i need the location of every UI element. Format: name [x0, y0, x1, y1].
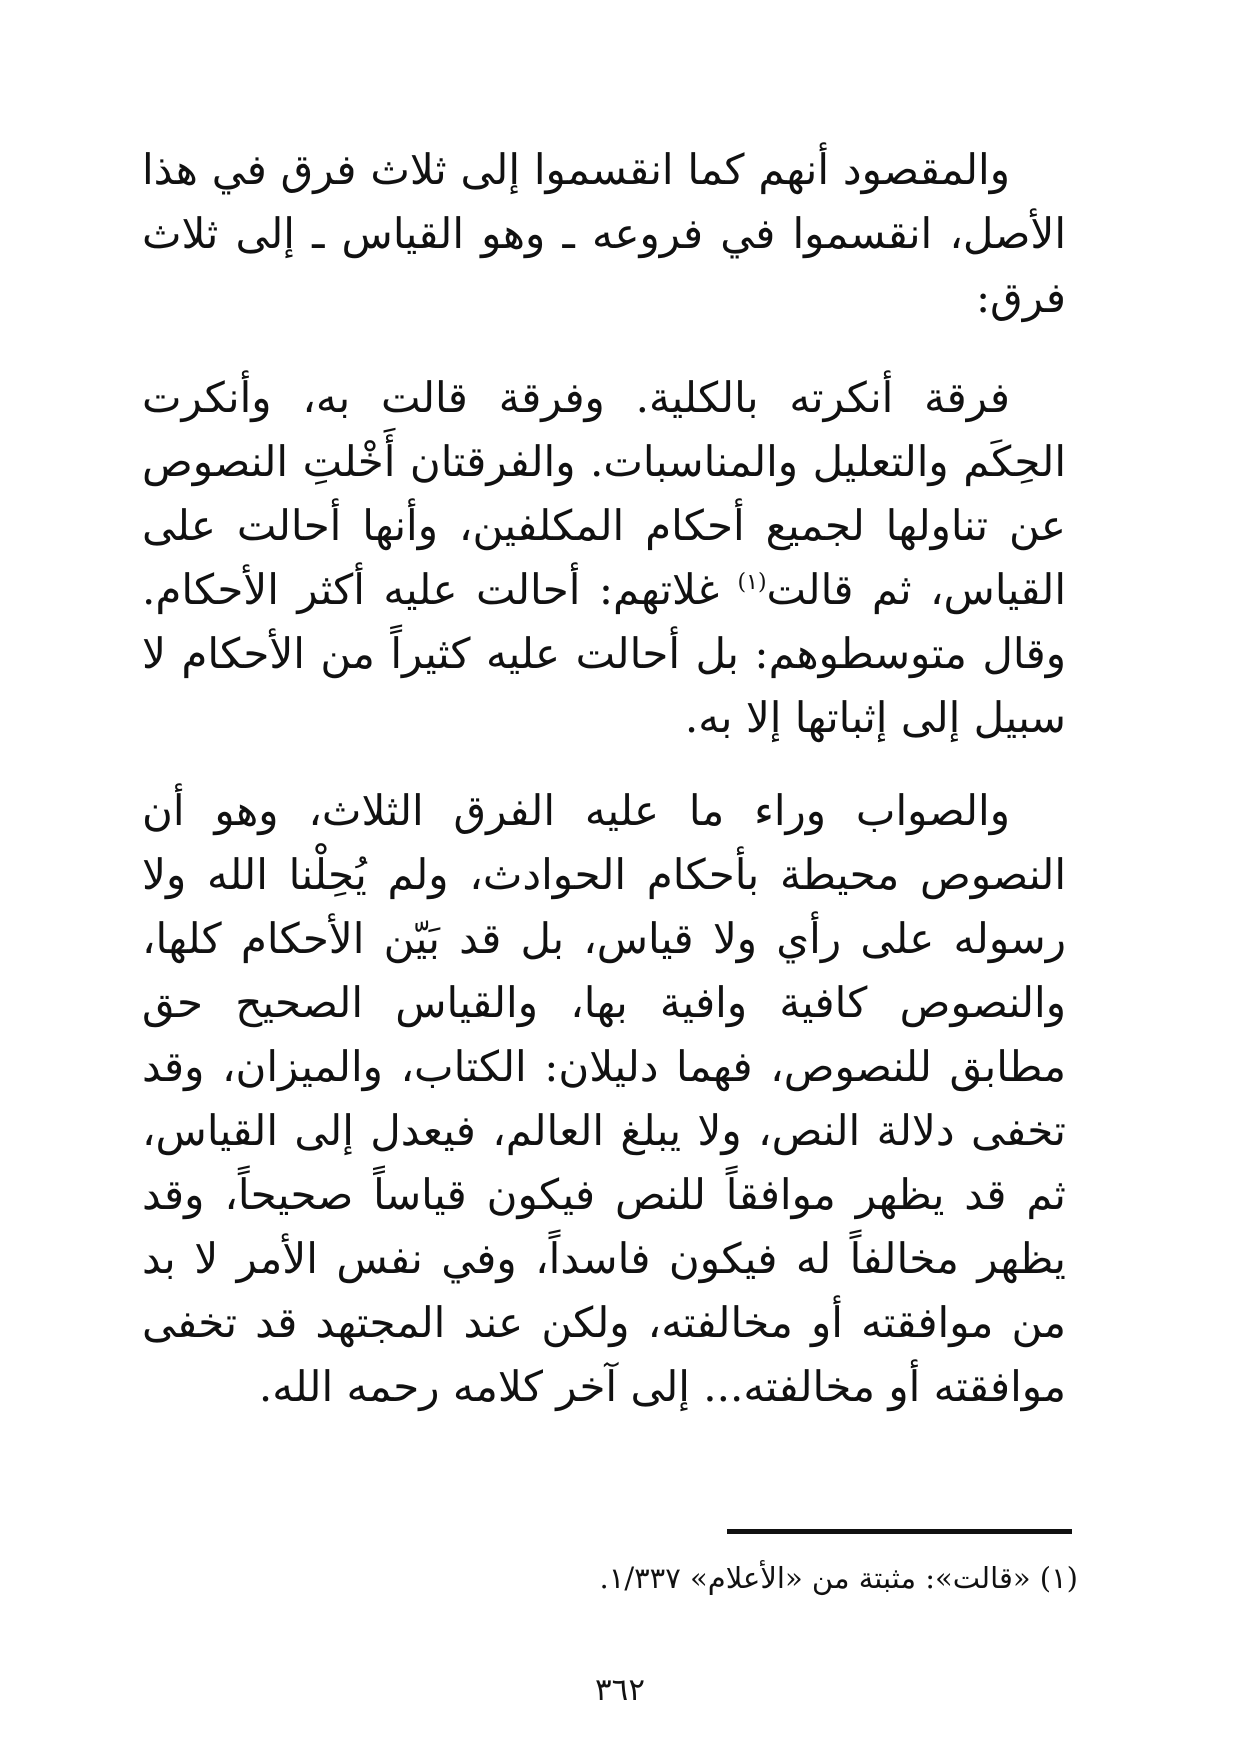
- paragraph-1: والمقصود أنهم كما انقسموا إلى ثلاث فرق في هذا الأصل، انقسموا في فروعه ـ وهو القياس ـ إلى ثلاث فرق:: [142, 145, 1066, 322]
- footnote-reference[interactable]: (١): [737, 570, 767, 595]
- page-number: ٣٦٢: [595, 1672, 645, 1708]
- paragraph-3: والصواب وراء ما عليه الفرق الثلاث، وهو أن النصوص محيطة بأحكام الحوادث، ولم يُحِلْنا الله ولا رسوله على رأي ولا قياس، بل قد بَيّن الأحكام كلها، والنصوص كافية وافية بها، والقياس الصحيح حق مطابق للنصوص، فهما دليلان: الكتاب، والميزان، وقد تخفى دلالة النص، ولا يبلغ العالم، فيعدل إلى القياس، ثم قد يظهر موافقاً للنص فيكون قياساً صحيحاً، وقد يظهر مخالفاً له فيكون فاسداً، وفي نفس الأمر لا بد من موافقته أو مخالفته، ولكن عند المجتهد قد تخفى موافقته أو مخالفته... إلى آخر كلامه رحمه الله.: [142, 786, 1066, 1411]
- paragraph-2-text-end: غلاتهم: أحالت عليه أكثر الأحكام. وقال متوسطوهم: بل أحالت عليه كثيراً من الأحكام لا سبيل إلى إثباتها إلا به.: [142, 565, 1066, 742]
- footnote-divider: [727, 1529, 1072, 1534]
- paragraph-2-text-start: فرقة أنكرته بالكلية. وفرقة قالت به، وأنكرت الحِكَم والتعليل والمناسبات. والفرقتان أَخْلتِ النصوص عن تناولها لجميع أحكام المكلفين، وأنها أحالت على القياس، ثم قالت: [142, 373, 1066, 614]
- paragraph-2: [142, 366, 1066, 750]
- footnote: (١) «قالت»: مثبتة من «الأعلام» ١/٣٣٧.: [599, 1561, 1078, 1595]
